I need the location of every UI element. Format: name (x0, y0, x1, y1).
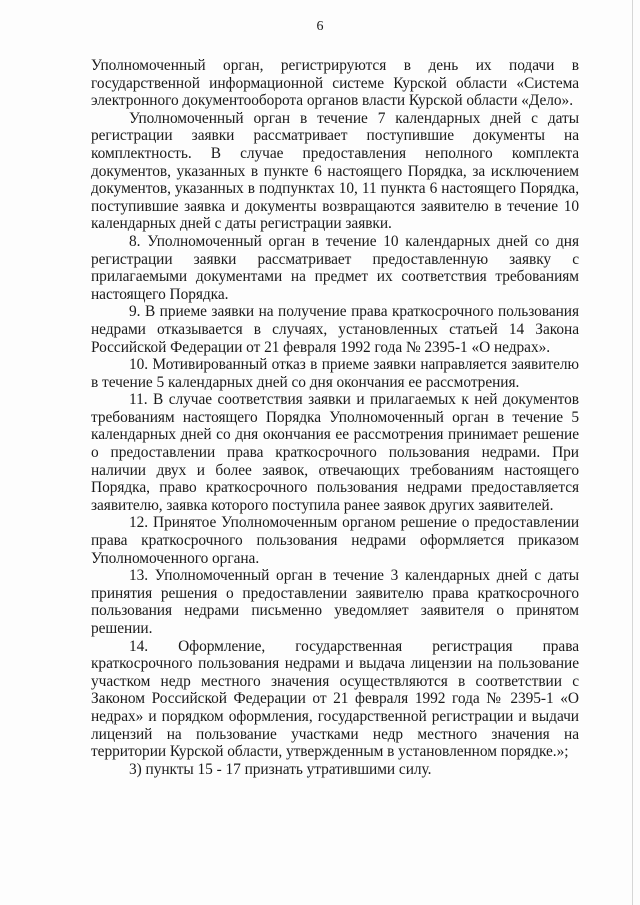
document-body (91, 57, 579, 778)
paragraph: 13. Уполномоченный орган в течение 3 календарных дней с даты принятия решения о предоставлении заявителю права краткосрочного пользования недрами письменно уведомляет заявителя о принятом решении. (91, 567, 579, 637)
paragraph: Уполномоченный орган, регистрируются в день их подачи в государственной информационной системе Курской области «Система электронного документооборота органов власти Курской области «Дело». (91, 57, 579, 110)
paragraph: 11. В случае соответствия заявки и прилагаемых к ней документов требованиям настоящего Порядка Уполномоченный орган в течение 5 календарных дней со дня окончания ее рассмотрения принимает решение о предоставлении права краткосрочного пользования недрами. При наличии двух и более заявок, отвечающих требованиям настоящего Порядка, право краткосрочного пользования недрами предоставляется заявителю, заявка которого поступила ранее заявок других заявителей. (91, 391, 579, 514)
paragraph: 3) пункты 15 - 17 признать утратившими силу. (129, 760, 432, 778)
paragraph: 10. Мотивированный отказ в приеме заявки направляется заявителю в течение 5 календарных дней со дня окончания ее рассмотрения. (91, 356, 579, 391)
paragraph: 12. Принятое Уполномоченным органом решение о предоставлении права краткосрочного пользования недрами оформляется приказом Уполномоченного органа. (91, 514, 579, 567)
paragraph: 14. Оформление, государственная регистрация права краткосрочного пользования недрами и выдача лицензии на пользование участком недр местного значения осуществляются в соответствии с Законом Российской Федерации от 21 февраля 1992 года № 2395-1 «О недрах» и порядком оформления, государственной регистрации и выдачи лицензий на пользование участками недр местного значения на территории Курской области, утвержденным в установленном порядке.»; (91, 637, 579, 761)
paragraph: 8. Уполномоченный орган в течение 10 календарных дней со дня регистрации заявки рассматривает предоставленную заявку с прилагаемыми документами на предмет их соответствия требованиям настоящего Порядка. (91, 232, 579, 303)
paragraph: 9. В приеме заявки на получение права краткосрочного пользования недрами отказывается в случаях, установленных статьей 14 Закона Российской Федерации от 21 февраля 1992 года № 2395-1 «О недрах». (91, 303, 579, 356)
page-number: 6 (316, 19, 324, 34)
page-edge-line (632, 0, 633, 905)
paragraph: Уполномоченный орган в течение 7 календарных дней с даты регистрации заявки рассматривает поступившие документы на комплектность. В случае предоставления неполного комплекта документов, указанных в пункте 6 настоящего Порядка, за исключением документов, указанных в подпунктах 10, 11 пункта 6 настоящего Порядка, поступившие заявка и документы возвращаются заявителю в течение 10 календарных дней с даты регистрации заявки. (91, 109, 579, 233)
